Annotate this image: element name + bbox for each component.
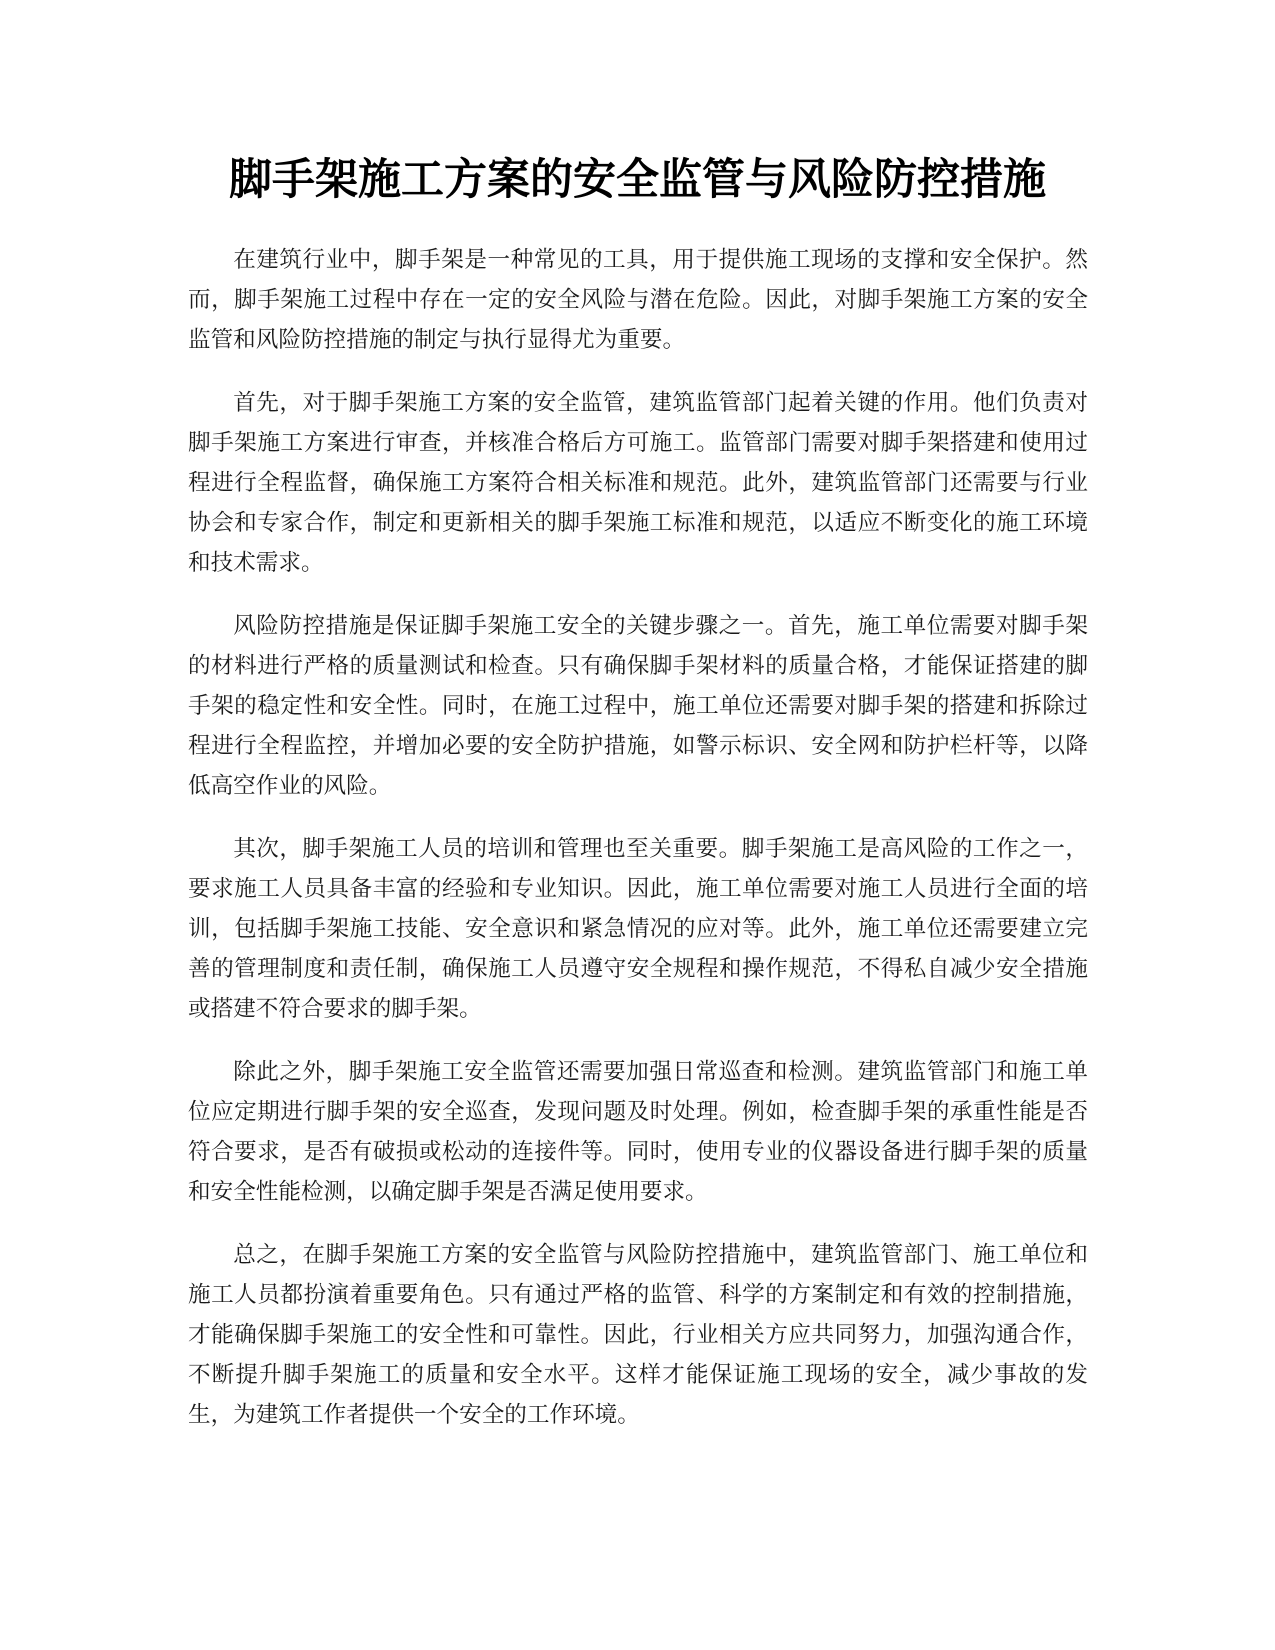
paragraph-1: 在建筑行业中，脚手架是一种常见的工具，用于提供施工现场的支撑和安全保护。然而，脚手架施工过程中存在一定的安全风险与潜在危险。因此，对脚手架施工方案的安全监管和风险防控措施的制定与执行显得尤为重要。	[188, 247, 1088, 353]
paragraph-6: 总之，在脚手架施工方案的安全监管与风险防控措施中，建筑监管部门、施工单位和施工人员都扮演着重要角色。只有通过严格的监管、科学的方案制定和有效的控制措施，才能确保脚手架施工的安全性和可靠性。因此，行业相关方应共同努力，加强沟通合作，不断提升脚手架施工的质量和安全水平。这样才能保证施工现场的安全，减少事故的发生，为建筑工作者提供一个安全的工作环境。	[188, 1242, 1088, 1428]
document-title: 脚手架施工方案的安全监管与风险防控措施	[229, 155, 1046, 205]
paragraph-5: 除此之外，脚手架施工安全监管还需要加强日常巡查和检测。建筑监管部门和施工单位应定期进行脚手架的安全巡查，发现问题及时处理。例如，检查脚手架的承重性能是否符合要求，是否有破损或松动的连接件等。同时，使用专业的仪器设备进行脚手架的质量和安全性能检测，以确定脚手架是否满足使用要求。	[188, 1059, 1088, 1205]
document-body	[188, 240, 1088, 1458]
paragraph-2: 首先，对于脚手架施工方案的安全监管，建筑监管部门起着关键的作用。他们负责对脚手架施工方案进行审查，并核准合格后方可施工。监管部门需要对脚手架搭建和使用过程进行全程监督，确保施工方案符合相关标准和规范。此外，建筑监管部门还需要与行业协会和专家合作，制定和更新相关的脚手架施工标准和规范，以适应不断变化的施工环境和技术需求。	[188, 390, 1088, 576]
paragraph-4: 其次，脚手架施工人员的培训和管理也至关重要。脚手架施工是高风险的工作之一，要求施工人员具备丰富的经验和专业知识。因此，施工单位需要对施工人员进行全面的培训，包括脚手架施工技能、安全意识和紧急情况的应对等。此外，施工单位还需要建立完善的管理制度和责任制，确保施工人员遵守安全规程和操作规范，不得私自减少安全措施或搭建不符合要求的脚手架。	[188, 836, 1088, 1022]
paragraph-3: 风险防控措施是保证脚手架施工安全的关键步骤之一。首先，施工单位需要对脚手架的材料进行严格的质量测试和检查。只有确保脚手架材料的质量合格，才能保证搭建的脚手架的稳定性和安全性。同时，在施工过程中，施工单位还需要对脚手架的搭建和拆除过程进行全程监控，并增加必要的安全防护措施，如警示标识、安全网和防护栏杆等，以降低高空作业的风险。	[188, 613, 1088, 799]
